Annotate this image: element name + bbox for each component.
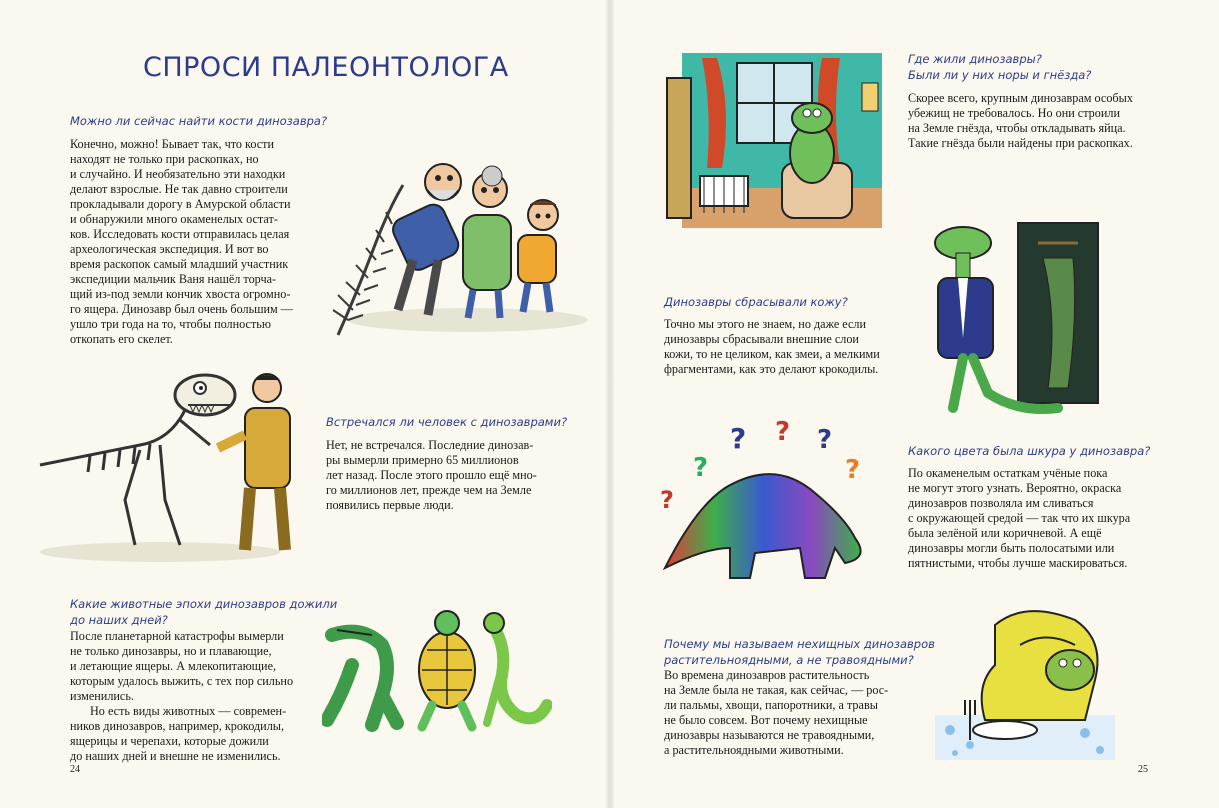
svg-text:?: ? bbox=[775, 418, 791, 447]
dinosaur-in-suit-wardrobe-illustration bbox=[928, 218, 1108, 418]
question-heading: Где жили динозавры? Были ли у них норы и гнёзда? bbox=[908, 52, 1092, 82]
answer-text: Скорее всего, крупным динозаврам особых убежищ не требовалось. Но они строили на Земле гнёзда, чтобы откладывать яйца. Такие гнёзда были найдены при раскопках. bbox=[908, 91, 1133, 150]
answer-text: Конечно, можно! Бывает так, что кости находят не только при раскопках, но и случайно. И необязательно эти находки делают взрослые. Не так давно строители прокладывали дорогу в Амурской области и обнаружили много окаменелых остат- ков. Исследовать кости отправилась целая археологическая экспедиция. И вот во время раскопок самый младший участник экспедиции мальчик Ваня нашёл торча- щий из-под земли кончик хвоста огромно- го ящера. Динозавр был очень большим — ушло три года на то, чтобы полностью откопать его скелет. bbox=[70, 137, 293, 346]
svg-text:?: ? bbox=[660, 486, 674, 514]
dinosaur-in-armchair-illustration bbox=[662, 48, 892, 233]
man-shaking-hands-with-skeleton-illustration bbox=[30, 360, 305, 565]
right-page bbox=[610, 0, 1219, 808]
svg-text:?: ? bbox=[845, 455, 861, 485]
answer-text: По окаменелым остаткам учёные пока не могут этого узнать. Вероятно, окраска динозавров позволяла им сливаться с окружающей средой — так что их шкура была зелёной или коричневой. А ещё динозавры могли быть полосатыми или пятнистыми, чтобы лучше маскироваться. bbox=[908, 466, 1131, 570]
answer-text: После планетарной катастрофы вымерли не только динозавры, но и плавающие, и летающие ящеры. А млекопитающие, которым удалось выжить, с тех пор сильно изменились. Но есть виды животных — современ- ников динозавров, например, крокодилы, ящерицы и черепахи, которые дожили до наших дней и внешне не изменились. bbox=[70, 629, 294, 763]
answer-text: Во времена динозавров растительность на Земле была не такая, как сейчас, — рос- ли пальмы, хвощи, папоротники, а травы не было совсем. Вот почему нехищные динозавры называются не травоядными, а растительноядными животными. bbox=[664, 668, 889, 757]
question-heading: Почему мы называем нехищных динозавров растительноядными, а не травоядными? bbox=[664, 637, 935, 667]
question-heading: Можно ли сейчас найти кости динозавра? bbox=[70, 114, 328, 128]
question-heading: Встречался ли человек с динозаврами? bbox=[326, 415, 568, 429]
svg-text:?: ? bbox=[817, 425, 833, 455]
page-title: СПРОСИ ПАЛЕОНТОЛОГА bbox=[143, 52, 509, 83]
left-page bbox=[0, 0, 609, 808]
dinosaur-at-dinner-table-illustration bbox=[935, 605, 1115, 760]
crocodile-turtle-lizard-dancing-illustration bbox=[322, 605, 552, 735]
svg-text:?: ? bbox=[730, 422, 747, 455]
svg-text:?: ? bbox=[693, 453, 709, 483]
family-pulling-fossil-tail-illustration bbox=[318, 150, 593, 345]
answer-text: Точно мы этого не знаем, но даже если динозавры сбрасывали внешние слои кожи, то не целиком, как змеи, а мелкими фрагментами, как это делают крокодилы. bbox=[664, 317, 880, 376]
question-heading: Динозавры сбрасывали кожу? bbox=[664, 295, 848, 309]
page-number: 25 bbox=[1138, 764, 1148, 775]
answer-text: Нет, не встречался. Последние динозав- ры вымерли примерно 65 миллионов лет назад. После этого прошло ещё мно- го миллионов лет, прежде чем на Земле появились первые люди. bbox=[326, 438, 537, 512]
question-heading: Какие животные эпохи динозавров дожили до наших дней? bbox=[70, 597, 338, 627]
question-heading: Какого цвета была шкура у динозавра? bbox=[908, 444, 1151, 458]
rainbow-dinosaur-question-marks-illustration bbox=[655, 418, 885, 583]
page-number: 24 bbox=[70, 764, 80, 775]
